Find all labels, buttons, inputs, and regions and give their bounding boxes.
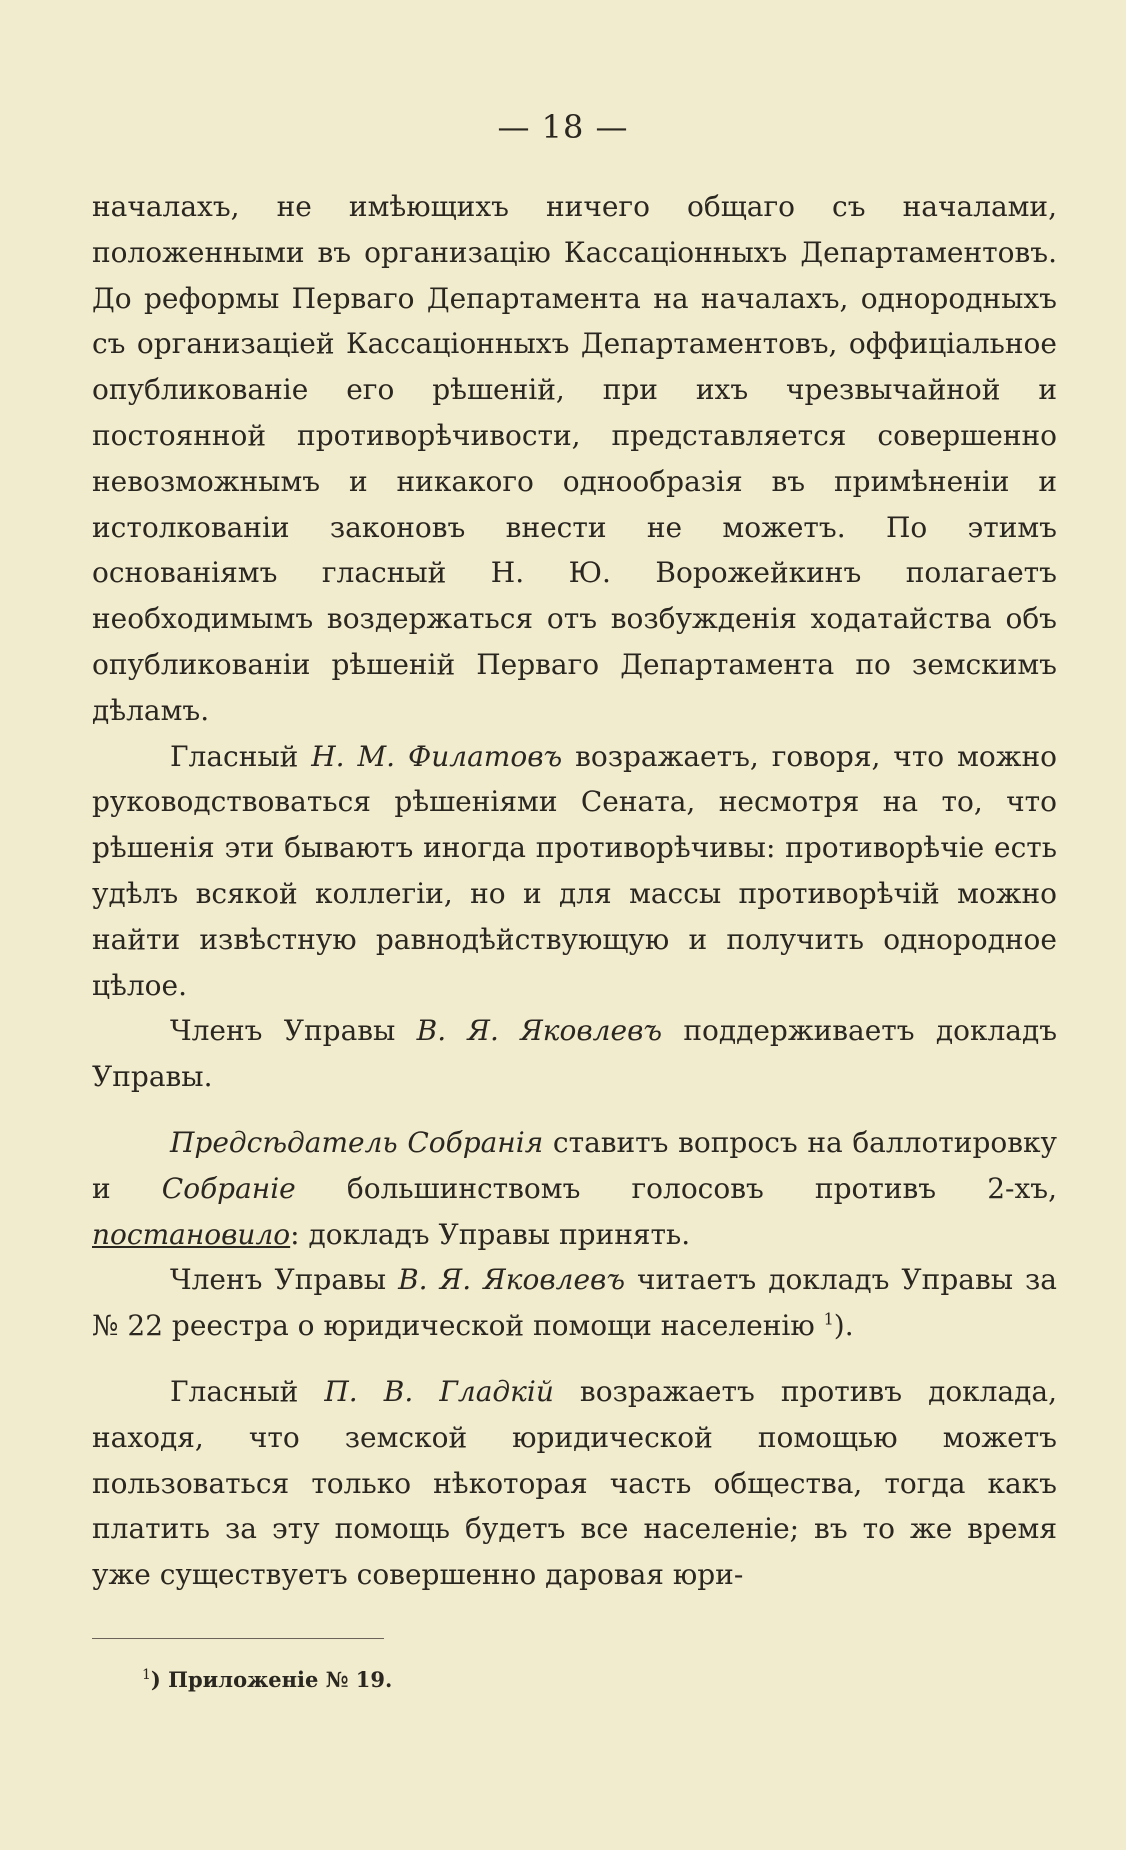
paragraph-gladky (92, 1369, 1057, 1598)
footnote-reference: 1 (823, 1309, 834, 1329)
paragraph-continuation: началахъ, не имѣющихъ ничего общаго съ началами, положенными въ организацію Кассаціонныхъ Департаментовъ. До реформы Перваго Департамента на началахъ, однородныхъ съ организаціей Кассаціонныхъ Департаментовъ, оффиціальное опубликованіе его рѣшеній, при ихъ чрезвычайной и постоянной противорѣчивости, представляется совершенно невозможнымъ и никакого однообразія въ примѣненіи и истолкованіи законовъ внести не можетъ. По этимъ основаніямъ гласный Н. Ю. Ворожейкинъ полагаетъ необходимымъ воздержаться отъ возбужденія ходатайства объ опубликованіи рѣшеній Перваго Департамента по земскимъ дѣламъ. (92, 190, 1057, 727)
footnote-text: ) Приложеніе № 19. (150, 1667, 393, 1692)
paragraph-text: возражаетъ, говоря, что можно руководствоваться рѣшеніями Сената, несмотря на то, что рѣшенія эти бываютъ иногда противорѣчивы: противорѣчіе есть удѣлъ всякой коллегіи, но и для массы противорѣчій можно найти извѣстную равнодѣйствующую и получить однородное цѣлое. (92, 739, 1058, 1002)
paragraph-filatov (92, 734, 1057, 1009)
speaker-name: Н. М. Филатовъ (311, 739, 563, 773)
chairman-label: Предсѣдатель Собранія (170, 1125, 544, 1159)
paragraph-yakovlev-report (92, 1257, 1057, 1349)
paragraph-yakovlev-support (92, 1008, 1057, 1100)
footnote-mark: 1 (142, 1667, 151, 1683)
assembly-label: Собраніе (161, 1171, 296, 1205)
speaker-name: В. Я. Яковлевъ (416, 1014, 663, 1048)
paragraph-text: : докладъ Управы принять. (290, 1217, 691, 1251)
paragraph-text: читаетъ докладъ Управы за № 22 реестра о юридической помощи населенію (92, 1263, 1057, 1343)
footnote-divider (92, 1638, 384, 1639)
body-text (92, 184, 1057, 1598)
speaker-name: П. В. Гладкій (324, 1374, 554, 1408)
paragraph-text: Гласный (170, 739, 312, 773)
paragraph-text: возражаетъ противъ доклада, находя, что земской юридической помощью можетъ пользоваться только нѣкоторая часть общества, тогда какъ платить за эту помощь будетъ все населеніе; въ то же время уже существуетъ совершенно даровая юри- (92, 1374, 1057, 1592)
footnote (142, 1667, 392, 1692)
paragraph-text: Гласный (170, 1374, 325, 1408)
paragraph-resolution (92, 1120, 1057, 1257)
resolved-label: постановило (92, 1217, 291, 1251)
paragraph-text: поддерживаетъ докладъ Управы. (92, 1014, 1058, 1094)
paragraph-text: Членъ Управы (170, 1014, 417, 1048)
paragraph-text: большинствомъ голосовъ противъ 2-хъ, (295, 1171, 1057, 1205)
paragraph-text: Членъ Управы (170, 1263, 399, 1297)
speaker-name: В. Я. Яковлевъ (398, 1263, 625, 1297)
paragraph-text: ). (833, 1309, 854, 1343)
page-number: — 18 — (497, 108, 629, 146)
paragraph-text: ставитъ вопросъ на баллотировку и (92, 1125, 1057, 1205)
